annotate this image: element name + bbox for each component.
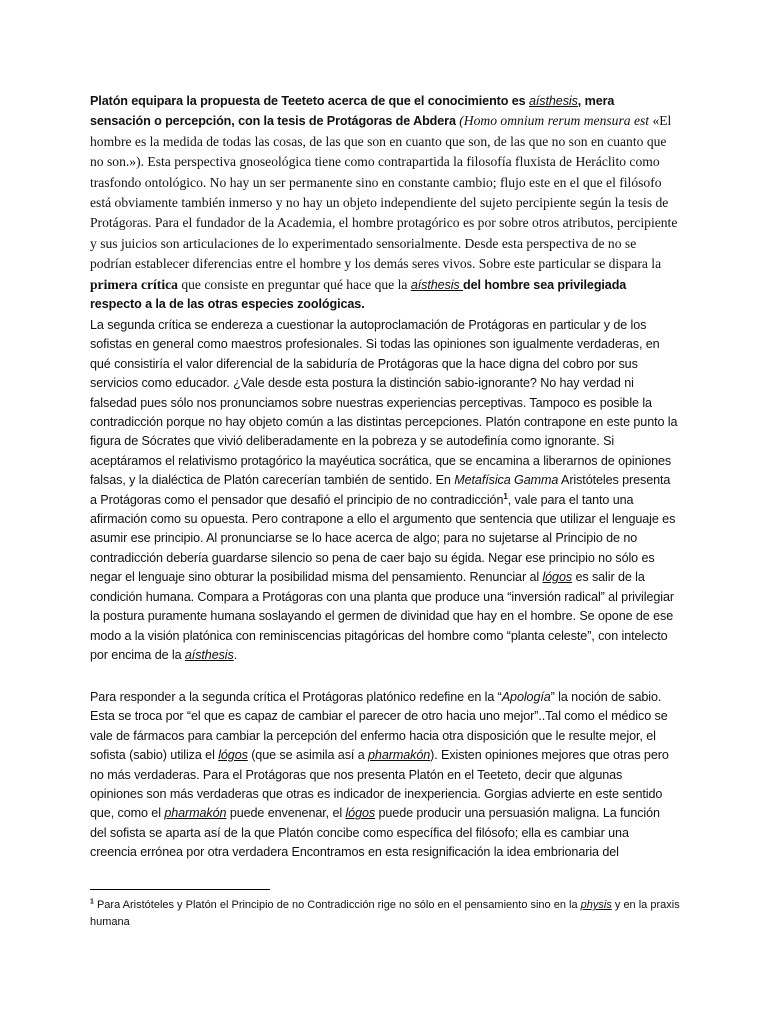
term-apologia: Apología [501,690,551,704]
text-run: y en la praxis humana [90,899,680,928]
text-run: ” la noción de sabio. Esta se troca por “el que es capaz de cambiar el parecer de otro hacia uno mejor”..Tal como el médico se vale de fármacos para cambiar la percepción del enfermo hacia otra disposición que le resulte mejor, el sofista (sabio) utiliza el [90,690,668,763]
term-aisthesis: aísthesis [528,94,578,108]
footnote-1 [90,897,690,931]
term-logos: lógos [542,570,573,585]
text-run: puede producir una persuasión maligna. La función del sofista se aparta así de la que Platón concibe como específica del filósofo; ella es cambiar una creencia errónea por otra verdadera Encontramos en esta resignificación la idea embrionaria del [90,806,660,860]
term-metafisica: Metafísica Gamma [454,473,559,488]
primera-critica: primera crítica [90,276,178,292]
text-run: Para Aristóteles y Platón el Principio de no Contradicción rige no sólo en el pensamiento sino en la [93,899,581,911]
text-run: Aristóteles presenta a Protágoras como el pensador que desafió el principio de no contradicción [90,473,671,507]
text-run: (que se asimila así a [247,748,369,763]
footnote-number: 1 [90,898,94,906]
footnote-reference: 1 [503,491,508,501]
text-run: , vale para el tanto una afirmación como su opuesta. Pero contrapone a ello el argumento que sentencia que utilizar el lenguaje es asumir ese principio. Al pronunciarse se lo hace acerca de algo; para no sujetarse al Principio de no contradicción debería guardarse silencio so pena de caer bajo su égida. Negar ese principio no sólo es negar el lenguaje sino obturar la posibilidad misma del pensamiento. Renunciar al [90,492,676,585]
term-logos: lógos [218,748,248,763]
text-run: «El hombre es la medida de todas las cosas, de las que son en cuanto que son, de las que no son en cuanto que no son.»). Esta perspectiva gnoseológica tiene como contrapartida la filosofía fluxista de Heráclito como trasfondo ontológico. No hay un ser permanente sino en constante cambio; flujo este en el que el filósofo está obviamente también inmerso y no hay un objeto independiente del sujeto percipiente según la tesis de Protágoras. Para el fundador de la Academia, el hombre protagórico es por sobre otros atributos, percipiente y sus juicios son articulaciones de lo experimentado sensorialmente. Desde esta perspectiva de no se podrían establecer diferencias entre el hombre y los demás seres vivos. Sobre este particular se dispara la [90,113,678,272]
term-aisthesis: aísthesis [184,647,234,662]
text-run: puede envenenar, el [226,806,346,821]
text-run: . [233,647,238,662]
text-run: , mera sensación o percepción, con la tesis de Protágoras de Abdera [90,94,615,129]
text-run: que consiste en preguntar qué hace que la [177,276,411,292]
term-logos: lógos [345,806,376,821]
term-aisthesis: aísthesis [410,277,464,292]
text-run: La segunda crítica se endereza a cuestionar la autoproclamación de Protágoras en particular y de los sofistas en general como maestros profesionales. Si todas las opiniones son igualmente verdaderas, en qué consistiría el valor diferencial de la sabiduría de Protágoras que la hace digna del cobro por sus servicios como educador. ¿Vale desde esta postura la distinción sabio-ignorante? No hay verdad ni falsedad pues sólo nos pronunciamos sobre nuestras experiencias perceptivas. Tampoco es posible la contradicción porque no hay objeto común a las distintas percepciones. Platón contrapone en este punto la figura de Sócrates que vivió deliberadamente en la pobreza y se autodefinía como ignorante. Si aceptáramos el relativismo protagórico la mayéutica socrática, que se encamina a liberarnos de opiniones falsas, y la dialéctica de Platón carecerían también de sentido. En [90,318,678,488]
term-pharmakon: pharmakón [164,806,227,821]
text-run: Platón equipara la propuesta de Teeteto acerca de que el conocimiento es [90,94,529,108]
paragraph-3 [90,688,678,863]
footnote-separator [90,889,270,890]
text-run: ). Existen opiniones mejores que otras pero no más verdaderas. Para el Protágoras que nos presenta Platón en el Teeteto, decir que algunas opiniones son más verdaderas que otras es indicador de inexperiencia. Gorgias advierte en este sentido que, como el [90,748,669,821]
text-run: Para responder a la segunda crítica el Protágoras platónico redefine en la “ [90,690,502,704]
paragraph-2 [90,316,678,665]
term-physis: physis [580,899,612,911]
paragraph-1 [90,92,678,314]
text-run: del hombre sea privilegiada respecto a la de las otras especies zoológicas. [90,277,627,312]
term-pharmakon: pharmakón [368,748,431,763]
latin-quote: (Homo omnium rerum mensura est [459,113,650,129]
text-run: es salir de la condición humana. Compara a Protágoras con una planta que produce una “inversión radical” al privilegiar la postura puramente humana soslayando el germen de divinidad que hay en el hombre. Se opone de ese modo a la visión platónica con reminiscencias pitagóricas del hombre como “planta celeste”, con intelecto por encima de la [90,570,674,662]
